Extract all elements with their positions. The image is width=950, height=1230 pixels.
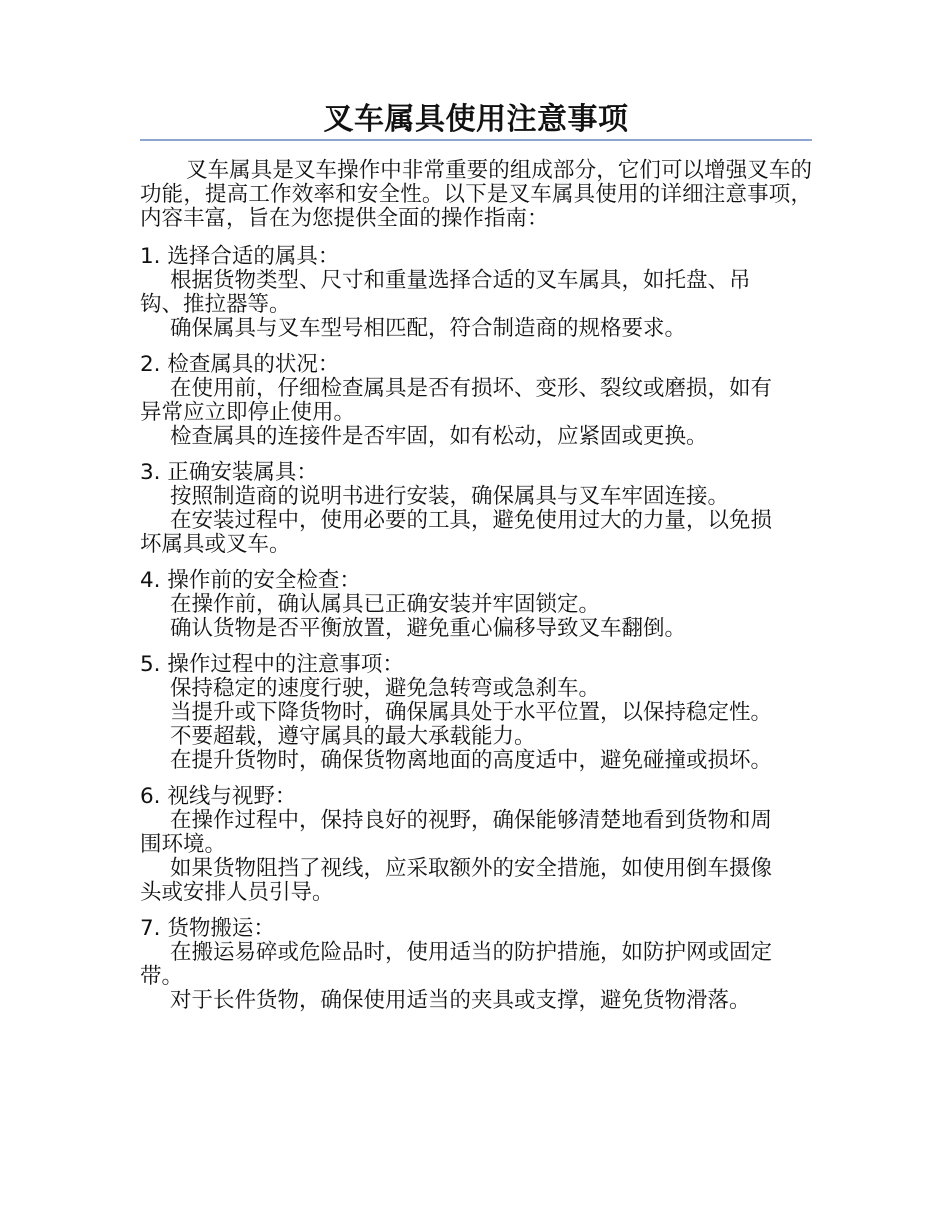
section-inspect-attachment [140, 353, 812, 449]
intro-paragraph: 叉车属具是叉车操作中非常重要的组成部分，它们可以增强叉车的功能，提高工作效率和安全性。以下是叉车属具使用的详细注意事项，内容丰富，旨在为您提供全面的操作指南： [140, 158, 812, 231]
section-install-attachment [140, 461, 812, 557]
section-item: 对于长件货物，确保使用适当的夹具或支撑，避免货物滑落。 [170, 988, 751, 1013]
section-item: 在提升货物时，确保货物离地面的高度适中，避免碰撞或损坏。 [170, 748, 773, 773]
section-heading: 6. 视线与视野： [140, 784, 297, 809]
section-item: 检查属具的连接件是否牢固，如有松动，应紧固或更换。 [170, 424, 708, 449]
section-visibility [140, 785, 812, 905]
section-heading: 7. 货物搬运： [140, 916, 275, 941]
section-pre-operation-check [140, 569, 812, 641]
section-item: 当提升或下降货物时，确保属具处于水平位置，以保持稳定性。 [170, 700, 773, 725]
section-item: 保持稳定的速度行驶，避免急转弯或急刹车。 [170, 676, 601, 701]
section-heading: 1. 选择合适的属具： [140, 244, 340, 269]
section-item: 确认货物是否平衡放置，避免重心偏移导致叉车翻倒。 [170, 616, 687, 641]
section-item: 在搬运易碎或危险品时，使用适当的防护措施，如防护网或固定带。 [140, 940, 773, 989]
section-item: 如果货物阻挡了视线，应采取额外的安全措施，如使用倒车摄像头或安排人员引导。 [140, 856, 773, 905]
section-select-attachment [140, 245, 812, 341]
section-heading: 5. 操作过程中的注意事项： [140, 652, 404, 677]
section-heading: 4. 操作前的安全检查： [140, 568, 361, 593]
section-item: 在使用前，仔细检查属具是否有损坏、变形、裂纹或磨损，如有异常应立即停止使用。 [140, 376, 773, 425]
document-title: 叉车属具使用注意事项 [323, 102, 629, 137]
section-item: 在操作前，确认属具已正确安装并牢固锁定。 [170, 592, 601, 617]
section-heading: 2. 检查属具的状况： [140, 352, 340, 377]
section-operation-notes [140, 653, 812, 773]
section-item: 按照制造商的说明书进行安装，确保属具与叉车牢固连接。 [170, 484, 730, 509]
section-item: 在操作过程中，保持良好的视野，确保能够清楚地看到货物和周围环境。 [140, 808, 773, 857]
section-cargo-handling [140, 917, 812, 1013]
section-item: 不要超载，遵守属具的最大承载能力。 [170, 724, 536, 749]
section-item: 根据货物类型、尺寸和重量选择合适的叉车属具，如托盘、吊钩、推拉器等。 [140, 268, 751, 317]
document-page [140, 100, 812, 1025]
section-heading: 3. 正确安装属具： [140, 460, 318, 485]
section-item: 在安装过程中，使用必要的工具，避免使用过大的力量，以免损坏属具或叉车。 [140, 508, 773, 557]
section-item: 确保属具与叉车型号相匹配，符合制造商的规格要求。 [170, 316, 687, 341]
